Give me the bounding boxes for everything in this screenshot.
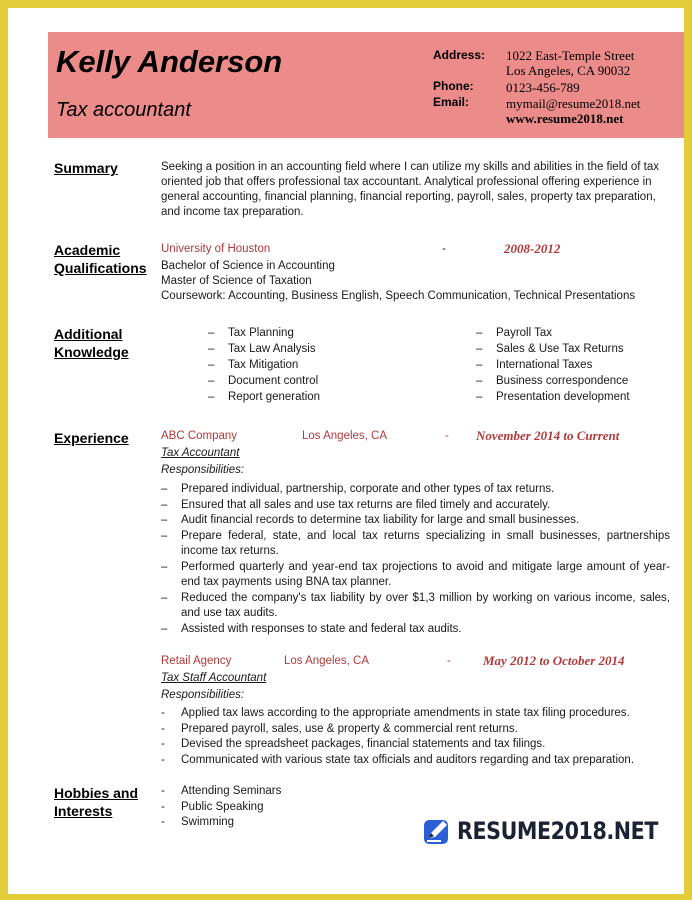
job2-title: Tax Staff Accountant <box>161 672 267 684</box>
job1-title: Tax Accountant <box>161 447 240 459</box>
academic-heading-line2: Qualifications <box>54 260 147 276</box>
list-item: – Sales & Use Tax Returns <box>476 343 624 355</box>
job2-separator: - <box>447 655 451 667</box>
phone-label: Phone: <box>433 79 474 93</box>
list-item: - Swimming <box>161 816 235 828</box>
job2-responsibilities <box>161 706 670 768</box>
job2-resp-label: Responsibilities: <box>161 689 245 701</box>
knowledge-list-right <box>476 325 676 405</box>
hobbies-heading-line2: Interests <box>54 803 113 819</box>
coursework: Coursework: Accounting, Business English, Speech Communication, Technical Presentations <box>161 290 636 302</box>
list-item: – Document control <box>208 375 319 387</box>
list-item: – International Taxes <box>476 359 593 371</box>
list-item: – Payroll Tax <box>476 327 553 339</box>
job1-company: ABC Company <box>161 430 238 442</box>
list-item: - Communicated with various state tax officials and auditors regarding and tax preparation. <box>161 753 635 766</box>
school-name: University of Houston <box>161 243 271 255</box>
list-item: – Tax Mitigation <box>208 359 299 371</box>
header-banner <box>48 32 684 138</box>
knowledge-list-left <box>208 325 428 405</box>
list-item: – Performed quarterly and year-end tax projections to avoid and mitigate large amount of year-end tax payments using BNA tax planner. <box>161 560 670 588</box>
address-line1: 1022 East-Temple Street <box>506 48 635 63</box>
job1-separator: - <box>445 430 449 442</box>
list-item: - Attending Seminars <box>161 785 282 797</box>
resume-page <box>8 8 684 894</box>
list-item: – Prepare federal, state, and local tax returns specializing in small businesses, partnerships income tax returns. <box>161 529 670 557</box>
phone-value: 0123-456-789 <box>506 80 580 95</box>
hobbies-list <box>161 784 361 831</box>
experience-heading: Experience <box>54 430 129 446</box>
list-item: – Assisted with responses to state and federal tax audits. <box>161 622 462 635</box>
list-item: - Prepared payroll, sales, use & property & commercial rent returns. <box>161 722 518 735</box>
job2-location: Los Angeles, CA <box>284 655 370 667</box>
academic-years: 2008-2012 <box>504 241 561 256</box>
job2-company: Retail Agency <box>161 655 232 667</box>
website-value[interactable]: www.resume2018.net <box>506 111 624 126</box>
list-item: – Presentation development <box>476 391 630 403</box>
knowledge-heading-line2: Knowledge <box>54 344 129 360</box>
knowledge-heading-line1: Additional <box>54 326 123 342</box>
list-item: – Tax Planning <box>208 327 294 339</box>
list-item: – Business correspondence <box>476 375 629 387</box>
email-value[interactable]: mymail@resume2018.net <box>506 96 641 111</box>
list-item: – Audit financial records to determine tax liability for large and small businesses. <box>161 514 580 526</box>
address-line2: Los Angeles, CA 90032 <box>506 63 631 78</box>
academic-heading-line1: Academic <box>54 242 121 258</box>
pencil-icon <box>423 816 455 846</box>
degree-1: Bachelor of Science in Accounting <box>161 260 335 272</box>
academic-separator: - <box>442 243 446 255</box>
list-item: - Devised the spreadsheet packages, financial statements and tax filings. <box>161 738 546 750</box>
address-label: Address: <box>433 48 486 62</box>
job1-dates: November 2014 to Current <box>476 428 620 443</box>
list-item: – Ensured that all sales and use tax returns are filed timely and accurately. <box>161 498 551 511</box>
list-item: - Public Speaking <box>161 800 264 813</box>
list-item: – Reduced the company's tax liability by over $1,3 million by working on various income, sales, and use tax audits. <box>161 591 670 619</box>
job2-dates: May 2012 to October 2014 <box>483 653 625 668</box>
academic-heading <box>54 241 147 277</box>
candidate-role: Tax accountant <box>56 99 191 121</box>
list-item: - Applied tax laws according to the appropriate amendments in state tax filing procedures. <box>161 707 630 719</box>
hobbies-heading <box>54 784 138 820</box>
list-item: – Report generation <box>208 391 321 403</box>
job1-responsibilities <box>161 482 670 637</box>
list-item: – Tax Law Analysis <box>208 343 316 355</box>
logo-text: RESUME2018.NET <box>457 817 658 845</box>
resume2018-logo <box>423 816 658 848</box>
summary-heading: Summary <box>54 160 118 176</box>
job1-location: Los Angeles, CA <box>302 430 388 442</box>
degree-2: Master of Science of Taxation <box>161 275 312 287</box>
email-label: Email: <box>433 95 470 109</box>
hobbies-heading-line1: Hobbies and <box>54 785 139 801</box>
candidate-name: Kelly Anderson <box>56 44 283 79</box>
list-item: – Prepared individual, partnership, corporate and other types of tax returns. <box>161 483 555 495</box>
knowledge-heading <box>54 325 129 361</box>
job1-resp-label: Responsibilities: <box>161 464 245 476</box>
summary-text: Seeking a position in an accounting field where I can utilize my skills and abilities in the field of tax oriented job that offers professional tax accountant. Analytical professional offering experience in general accounting, financial planning, financial reporting, payroll, sales, property tax preparation, and income tax preparation. <box>161 161 659 218</box>
